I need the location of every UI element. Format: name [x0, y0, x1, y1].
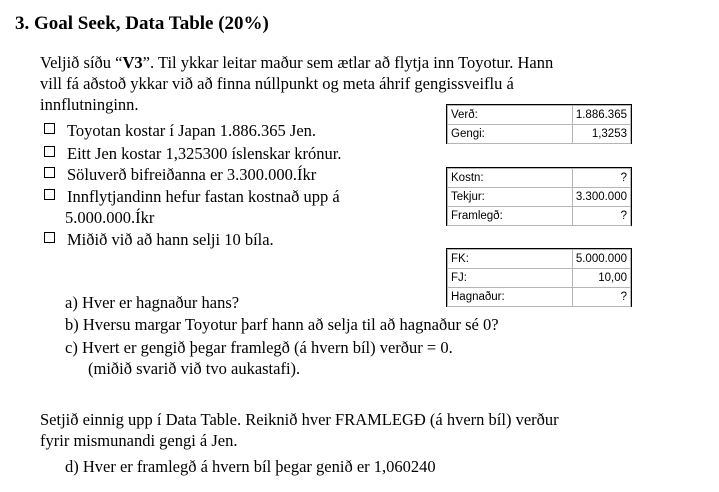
checkbox-icon [44, 189, 55, 200]
cell-label: Kostn: [448, 169, 573, 188]
table-row [448, 106, 631, 125]
cell-value: 10,00 [572, 269, 630, 288]
intro-line-2: vill fá aðstoð ykkar við að finna núllpunkt og meta áhrif gengissveiflu á [40, 74, 514, 93]
question-a: a) Hver er hagnaður hans? [65, 293, 240, 312]
cell-value: 5.000.000 [572, 250, 630, 269]
data-table-line-1: Setjið einnig upp í Data Table. Reiknið hver FRAMLEGÐ (á hvern bíl) verður [40, 410, 559, 429]
table-row [448, 169, 631, 188]
cell-label: Verð: [448, 106, 573, 125]
checkbox-icon [44, 146, 55, 157]
table-row [448, 207, 631, 226]
question-d: d) Hver er framlegð á hvern bíl þegar genið er 1,060240 [65, 457, 436, 476]
cell-value: ? [572, 207, 630, 226]
question-c-note: (miðið svarið við tvo aukastafi). [88, 359, 301, 378]
table-row [448, 250, 631, 269]
intro-line-3: innflutninginn. [40, 95, 139, 114]
intro-line-1: Veljið síðu “V3”. Til ykkar leitar maður sem ætlar að flytja inn Toyotur. Hann [40, 53, 554, 72]
cell-label: FK: [448, 250, 573, 269]
bullet-item: Söluverð bifreiðanna er 3.300.000.Íkr [44, 165, 316, 185]
bullet-item: Miðið við að hann selji 10 bíla. [44, 230, 274, 250]
bullet-item: Toyotan kostar í Japan 1.886.365 Jen. [44, 121, 316, 141]
bullet-item: Innflytjandinn hefur fastan kostnað upp á [44, 187, 340, 207]
table-row [448, 188, 631, 207]
price-table [446, 104, 632, 144]
cell-label: Tekjur: [448, 188, 573, 207]
cell-label: Gengi: [448, 125, 573, 144]
table-row [448, 269, 631, 288]
table-row [448, 125, 631, 144]
checkbox-icon [44, 123, 55, 134]
cell-value: ? [572, 169, 630, 188]
checkbox-icon [44, 167, 55, 178]
checkbox-icon [44, 232, 55, 243]
cell-label: Framlegð: [448, 207, 573, 226]
profit-table [446, 248, 632, 307]
cell-label: FJ: [448, 269, 573, 288]
table-row [448, 288, 631, 307]
question-c: c) Hvert er gengið þegar framlegð (á hvern bíl) verður = 0. [65, 338, 453, 357]
margin-table [446, 167, 632, 226]
cell-value: 1.886.365 [572, 106, 630, 125]
cell-value: ? [572, 288, 630, 307]
data-table-line-2: fyrir mismunandi gengi á Jen. [40, 431, 238, 450]
question-b: b) Hversu margar Toyotur þarf hann að selja til að hagnaður sé 0? [65, 315, 499, 334]
bullet-continuation: 5.000.000.Íkr [65, 208, 155, 227]
bullet-item: Eitt Jen kostar 1,325300 íslenskar krónur. [44, 144, 342, 164]
cell-label: Hagnaður: [448, 288, 573, 307]
cell-value: 3.300.000 [572, 188, 630, 207]
cell-value: 1,3253 [572, 125, 630, 144]
section-title: 3. Goal Seek, Data Table (20%) [15, 13, 269, 34]
